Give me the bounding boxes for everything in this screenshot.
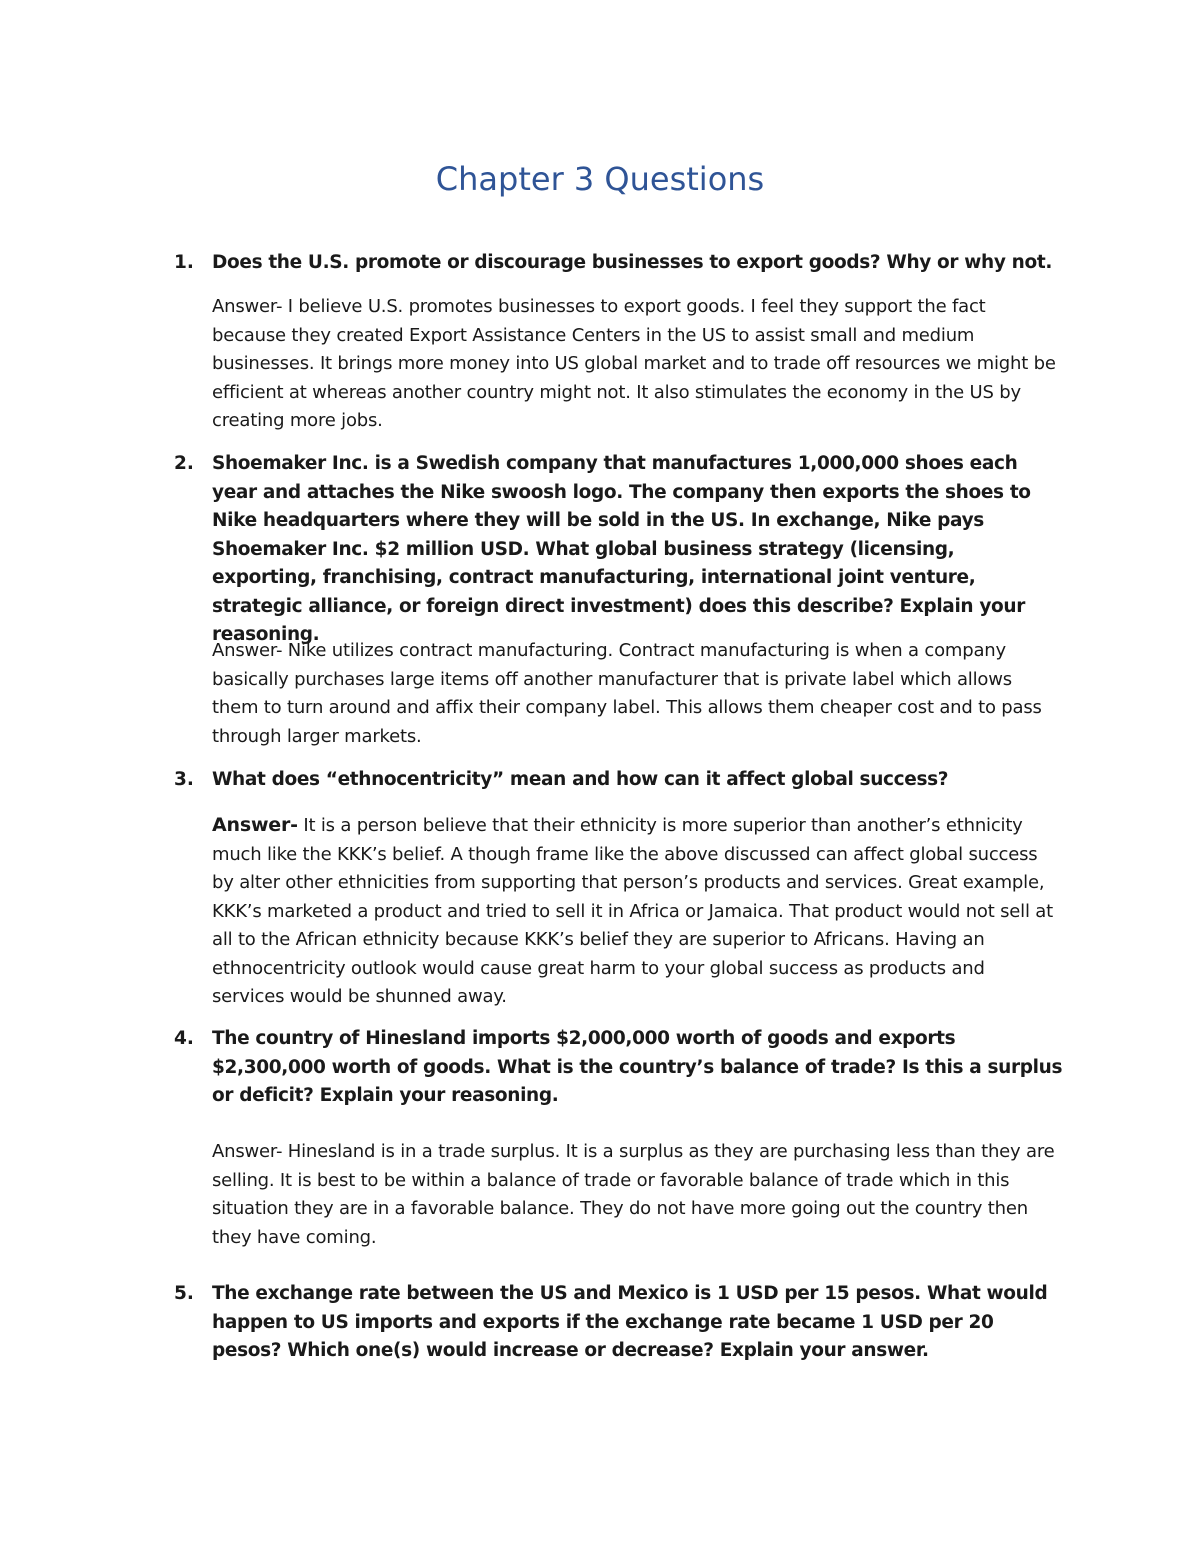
answer-2: Answer- Nike utilizes contract manufacturing. Contract manufacturing is when a company basically purchases large items off another manufacturer that is private label which allows them to turn around and affix their company label. This allows them cheaper cost and to pass through larger markets. [212, 640, 1042, 747]
question-number: 1. [174, 252, 194, 273]
answer-4: Answer- Hinesland is in a trade surplus. It is a surplus as they are purchasing less than they are selling. It is best to be within a balance of trade or favorable balance of trade which in this situation they are in a favorable balance. They do not have more going out the country then they have coming. [212, 1141, 1055, 1248]
question-text: What does “ethnocentricity” mean and how can it affect global success? [212, 769, 949, 790]
answer-label: Answer- [212, 814, 298, 836]
question-text: Does the U.S. promote or discourage businesses to export goods? Why or why not. [212, 252, 1052, 273]
question-3 [174, 766, 1064, 795]
question-number: 4. [174, 1028, 194, 1049]
question-2 [174, 450, 1064, 650]
question-number: 3. [174, 769, 194, 790]
question-4 [174, 1025, 1064, 1111]
answer-text: It is a person believe that their ethnicity is more superior than another’s ethnicity much like the KKK’s belief. A though frame like the above discussed can affect global success by alter other ethnicities from supporting that person’s products and services. Great example, KKK’s marketed a product and tried to sell it in Africa or Jamaica. That product would not sell at all to the African ethnicity because KKK’s belief they are superior to Africans. Having an ethnocentricity outlook would cause great harm to your global success as products and services would be shunned away. [212, 815, 1053, 1007]
question-text: Shoemaker Inc. is a Swedish company that manufactures 1,000,000 shoes each year and attaches the Nike swoosh logo. The company then exports the shoes to Nike headquarters where they will be sold in the US. In exchange, Nike pays Shoemaker Inc. $2 million USD. What global business strategy (licensing, exporting, franchising, contract manufacturing, international joint venture, strategic alliance, or foreign direct investment) does this describe? Explain your reasoning. [212, 453, 1031, 645]
question-number: 5. [174, 1283, 194, 1304]
question-number: 2. [174, 453, 194, 474]
question-5 [174, 1280, 1064, 1366]
question-1 [174, 249, 1064, 278]
question-text: The exchange rate between the US and Mexico is 1 USD per 15 pesos. What would happen to US imports and exports if the exchange rate became 1 USD per 20 pesos? Which one(s) would increase or decrease? Explain your answer. [212, 1283, 1048, 1361]
answer-1: Answer- I believe U.S. promotes businesses to export goods. I feel they support the fact because they created Export Assistance Centers in the US to assist small and medium businesses. It brings more money into US global market and to trade off resources we might be efficient at whereas another country might not. It also stimulates the economy in the US by creating more jobs. [212, 296, 1056, 431]
answer-3 [212, 811, 1062, 1012]
question-text: The country of Hinesland imports $2,000,000 worth of goods and exports $2,300,000 worth of goods. What is the country’s balance of trade? Is this a surplus or deficit? Explain your reasoning. [212, 1028, 1063, 1106]
page-title: Chapter 3 Questions [435, 160, 765, 198]
